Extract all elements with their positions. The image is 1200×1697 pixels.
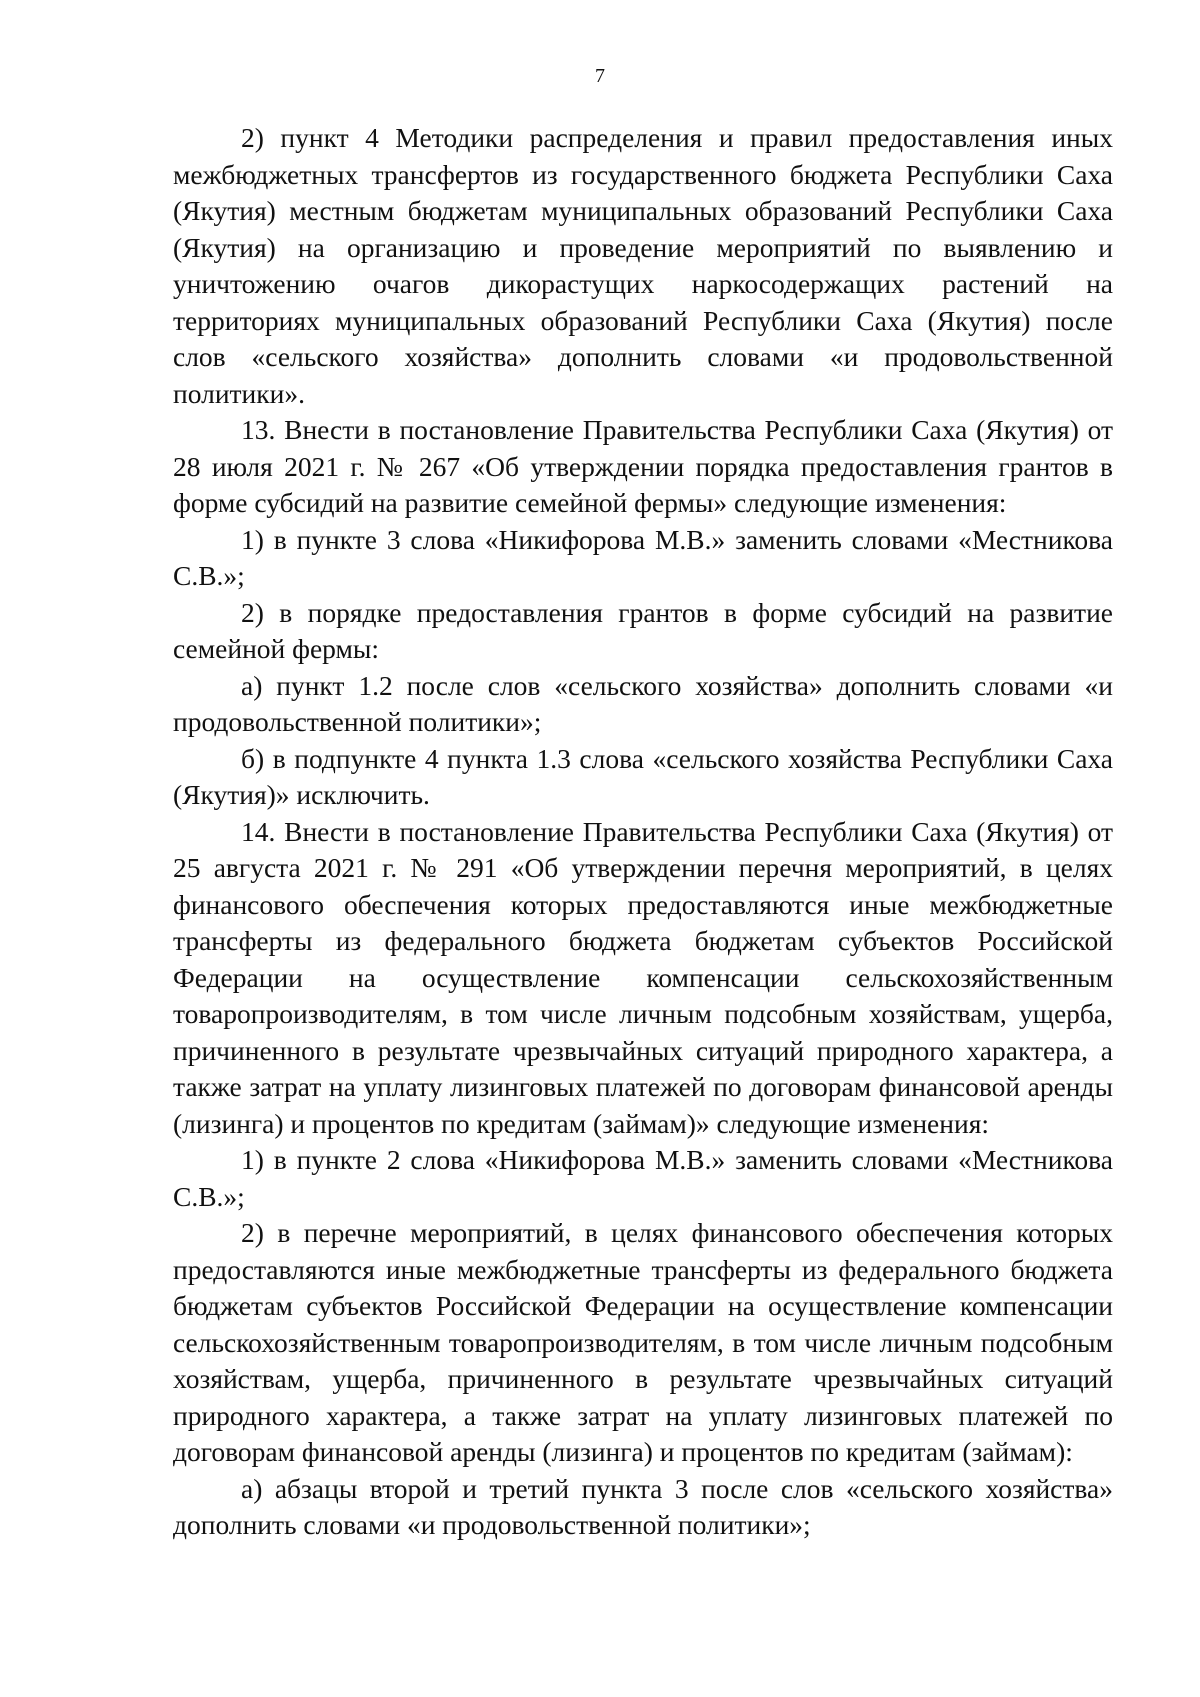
page-number: 7 <box>595 65 605 87</box>
document-body <box>173 120 1113 1544</box>
paragraph-13-item-2: 2) в порядке предоставления грантов в форме субсидий на развитие семейной фермы: <box>173 596 1113 664</box>
paragraph-13-item-1: 1) в пункте 3 слова «Никифорова М.В.» заменить словами «Местникова С.В.»; <box>173 523 1113 591</box>
paragraph-13-subitem-b: б) в подпункте 4 пункта 1.3 слова «сельского хозяйства Республики Саха (Якутия)» исключить. <box>173 742 1113 810</box>
paragraph-13-subitem-a: а) пункт 1.2 после слов «сельского хозяйства» дополнить словами «и продовольственной политики»; <box>173 669 1113 737</box>
paragraph-2-item: 2) пункт 4 Методики распределения и правил предоставления иных межбюджетных трансфертов из государственного бюджета Республики Саха (Якутия) местным бюджетам муниципальных образований Республики Саха (Якутия) на организацию и проведение мероприятий по выявлению и уничтожению очагов дикорастущих наркосодержащих растений на территориях муниципальных образований Республики Саха (Якутия) после слов «сельского хозяйства» дополнить словами «и продовольственной политики». <box>173 122 1113 409</box>
paragraph-14-subitem-a: а) абзацы второй и третий пункта 3 после слов «сельского хозяйства» дополнить словами «и продовольственной политики»; <box>173 1472 1113 1540</box>
paragraph-14-item-2: 2) в перечне мероприятий, в целях финансового обеспечения которых предоставляются иные межбюджетные трансферты из федерального бюджета бюджетам субъектов Российской Федерации на осуществление компенсации сельскохозяйственным товаропроизводителям, в том числе личным подсобным хозяйствам, ущерба, причиненного в результате чрезвычайных ситуаций природного характера, а также затрат на уплату лизинговых платежей по договорам финансовой аренды (лизинга) и процентов по кредитам (займам): <box>173 1217 1113 1467</box>
paragraph-14-item-1: 1) в пункте 2 слова «Никифорова М.В.» заменить словами «Местникова С.В.»; <box>173 1144 1113 1212</box>
paragraph-14: 14. Внести в постановление Правительства Республики Саха (Якутия) от 25 августа 2021 г. № 291 «Об утверждении перечня мероприятий, в целях финансового обеспечения которых предоставляются иные межбюджетные трансферты из федерального бюджета бюджетам субъектов Российской Федерации на осуществление компенсации сельскохозяйственным товаропроизводителям, в том числе личным подсобным хозяйствам, ущерба, причиненного в результате чрезвычайных ситуаций природного характера, а также затрат на уплату лизинговых платежей по договорам финансовой аренды (лизинга) и процентов по кредитам (займам)» следующие изменения: <box>173 815 1113 1139</box>
paragraph-13: 13. Внести в постановление Правительства Республики Саха (Якутия) от 28 июля 2021 г. № 267 «Об утверждении порядка предоставления грантов в форме субсидий на развитие семейной фермы» следующие изменения: <box>173 414 1113 518</box>
